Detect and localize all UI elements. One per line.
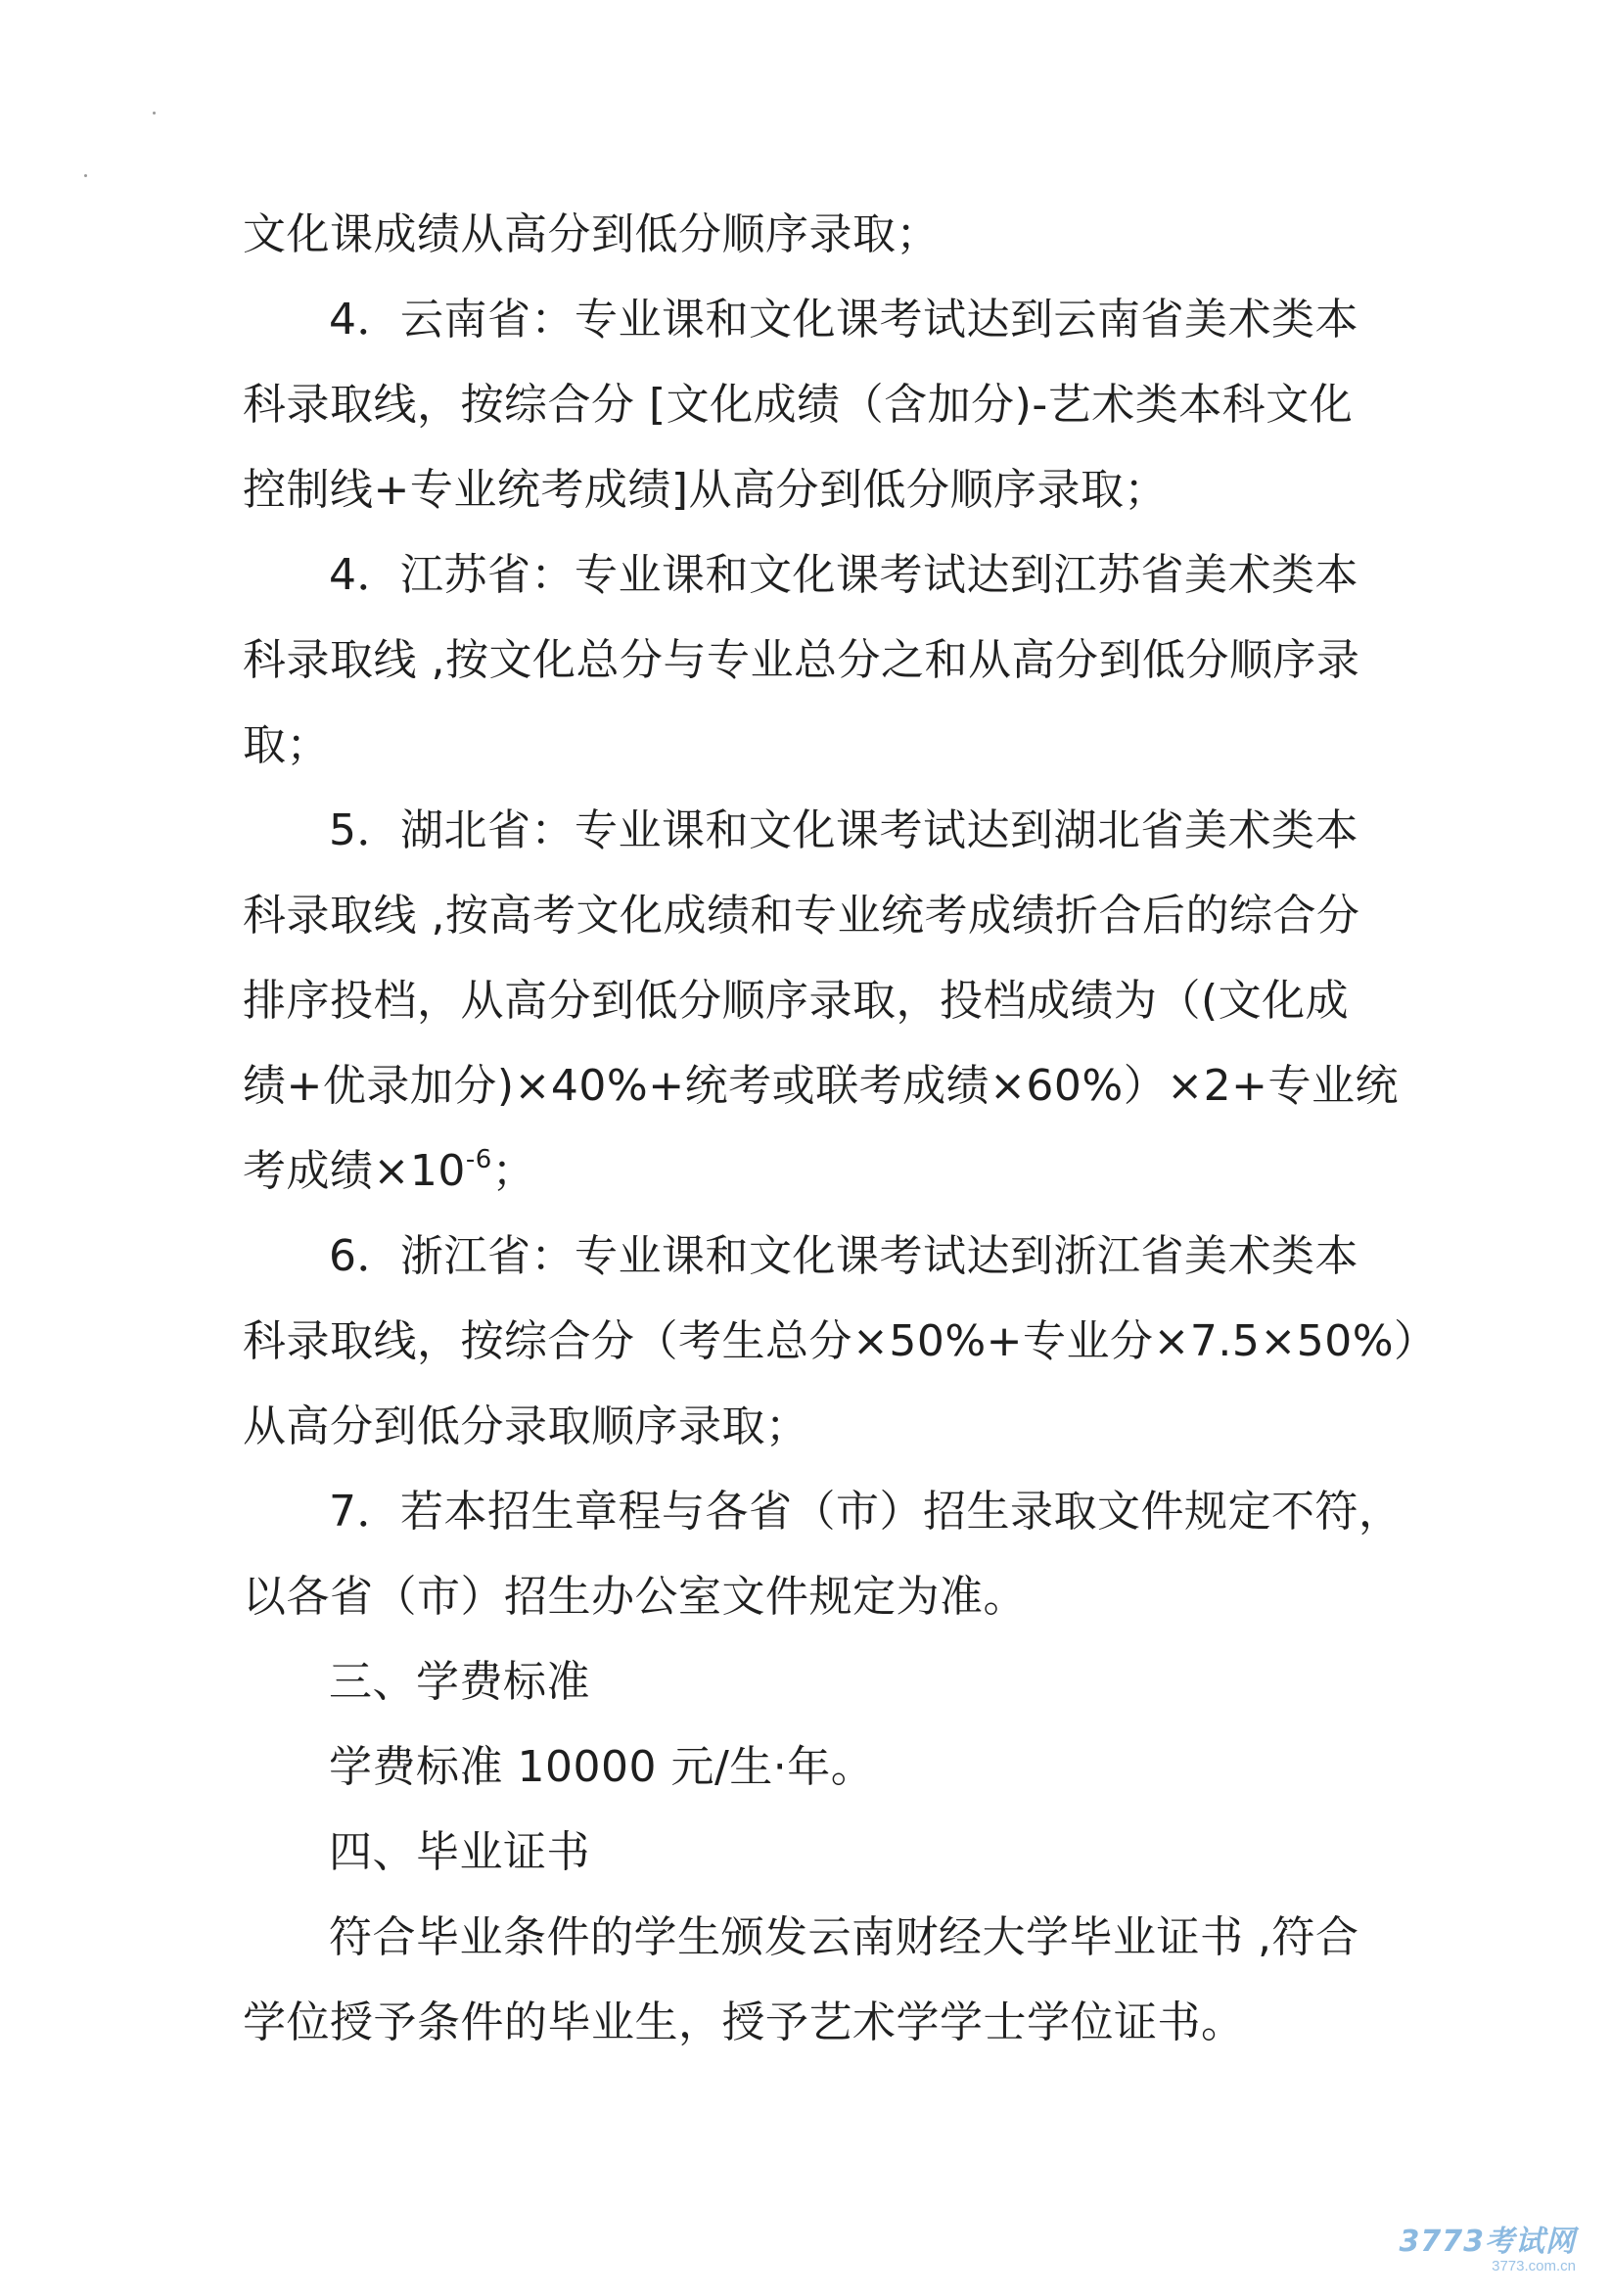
body-line: 学费标准 10000 元/生·年。: [329, 1742, 875, 1792]
body-line: 排序投档，从高分到低分顺序录取，投档成绩为（(文化成: [243, 976, 1350, 1026]
formula-line: [243, 1128, 1358, 1214]
body-line: 6．浙江省：专业课和文化课考试达到浙江省美术类本: [329, 1231, 1358, 1281]
body-line: 控制线+专业统考成绩]从高分到低分顺序录取；: [243, 465, 1169, 515]
body-line: 文化课成绩从高分到低分顺序录取；: [243, 209, 940, 259]
body-line: 科录取线 ,按高考文化成绩和专业统考成绩折合后的综合分: [243, 891, 1360, 941]
watermark-logo: 3773考试网: [1399, 2225, 1576, 2259]
formula-suffix: ；: [491, 1146, 536, 1196]
section-heading: 四、毕业证书: [329, 1827, 590, 1877]
watermark[interactable]: [1400, 2217, 1577, 2274]
body-line: 科录取线 ,按文化总分与专业总分之和从高分到低分顺序录: [243, 635, 1360, 685]
body-line: 7．若本招生章程与各省（市）招生录取文件规定不符，: [329, 1487, 1403, 1537]
body-line: 学位授予条件的毕业生，授予艺术学学士学位证书。: [243, 1998, 1245, 2047]
document-body: [243, 192, 1438, 2065]
body-line: 4．云南省：专业课和文化课考试达到云南省美术类本: [329, 295, 1358, 344]
body-line: 从高分到低分录取顺序录取；: [243, 1401, 809, 1451]
body-line: 符合毕业条件的学生颁发云南财经大学毕业证书 ,符合: [329, 1912, 1359, 1962]
body-line: 绩+优录加分)×40%+统考或联考成绩×60%）×2+专业统: [243, 1061, 1399, 1111]
scan-speck: [153, 112, 156, 115]
body-line: 科录取线，按综合分（考生总分×50%+专业分×7.5×50%）: [243, 1316, 1438, 1366]
watermark-url: 3773.com.cn: [1492, 2258, 1576, 2274]
body-line: 科录取线，按综合分 [文化成绩（含加分)-艺术类本科文化: [243, 380, 1354, 430]
body-line: 以各省（市）招生办公室文件规定为准。: [243, 1572, 1027, 1622]
body-line: 取；: [243, 720, 330, 770]
scan-speck: [84, 174, 87, 177]
formula-prefix: 考成绩×10: [243, 1146, 466, 1196]
body-line: 4．江苏省：专业课和文化课考试达到江苏省美术类本: [329, 550, 1358, 600]
section-heading: 三、学费标准: [329, 1657, 590, 1707]
body-line: 5．湖北省：专业课和文化课考试达到湖北省美术类本: [329, 805, 1358, 855]
formula-exponent: -6: [465, 1145, 492, 1174]
